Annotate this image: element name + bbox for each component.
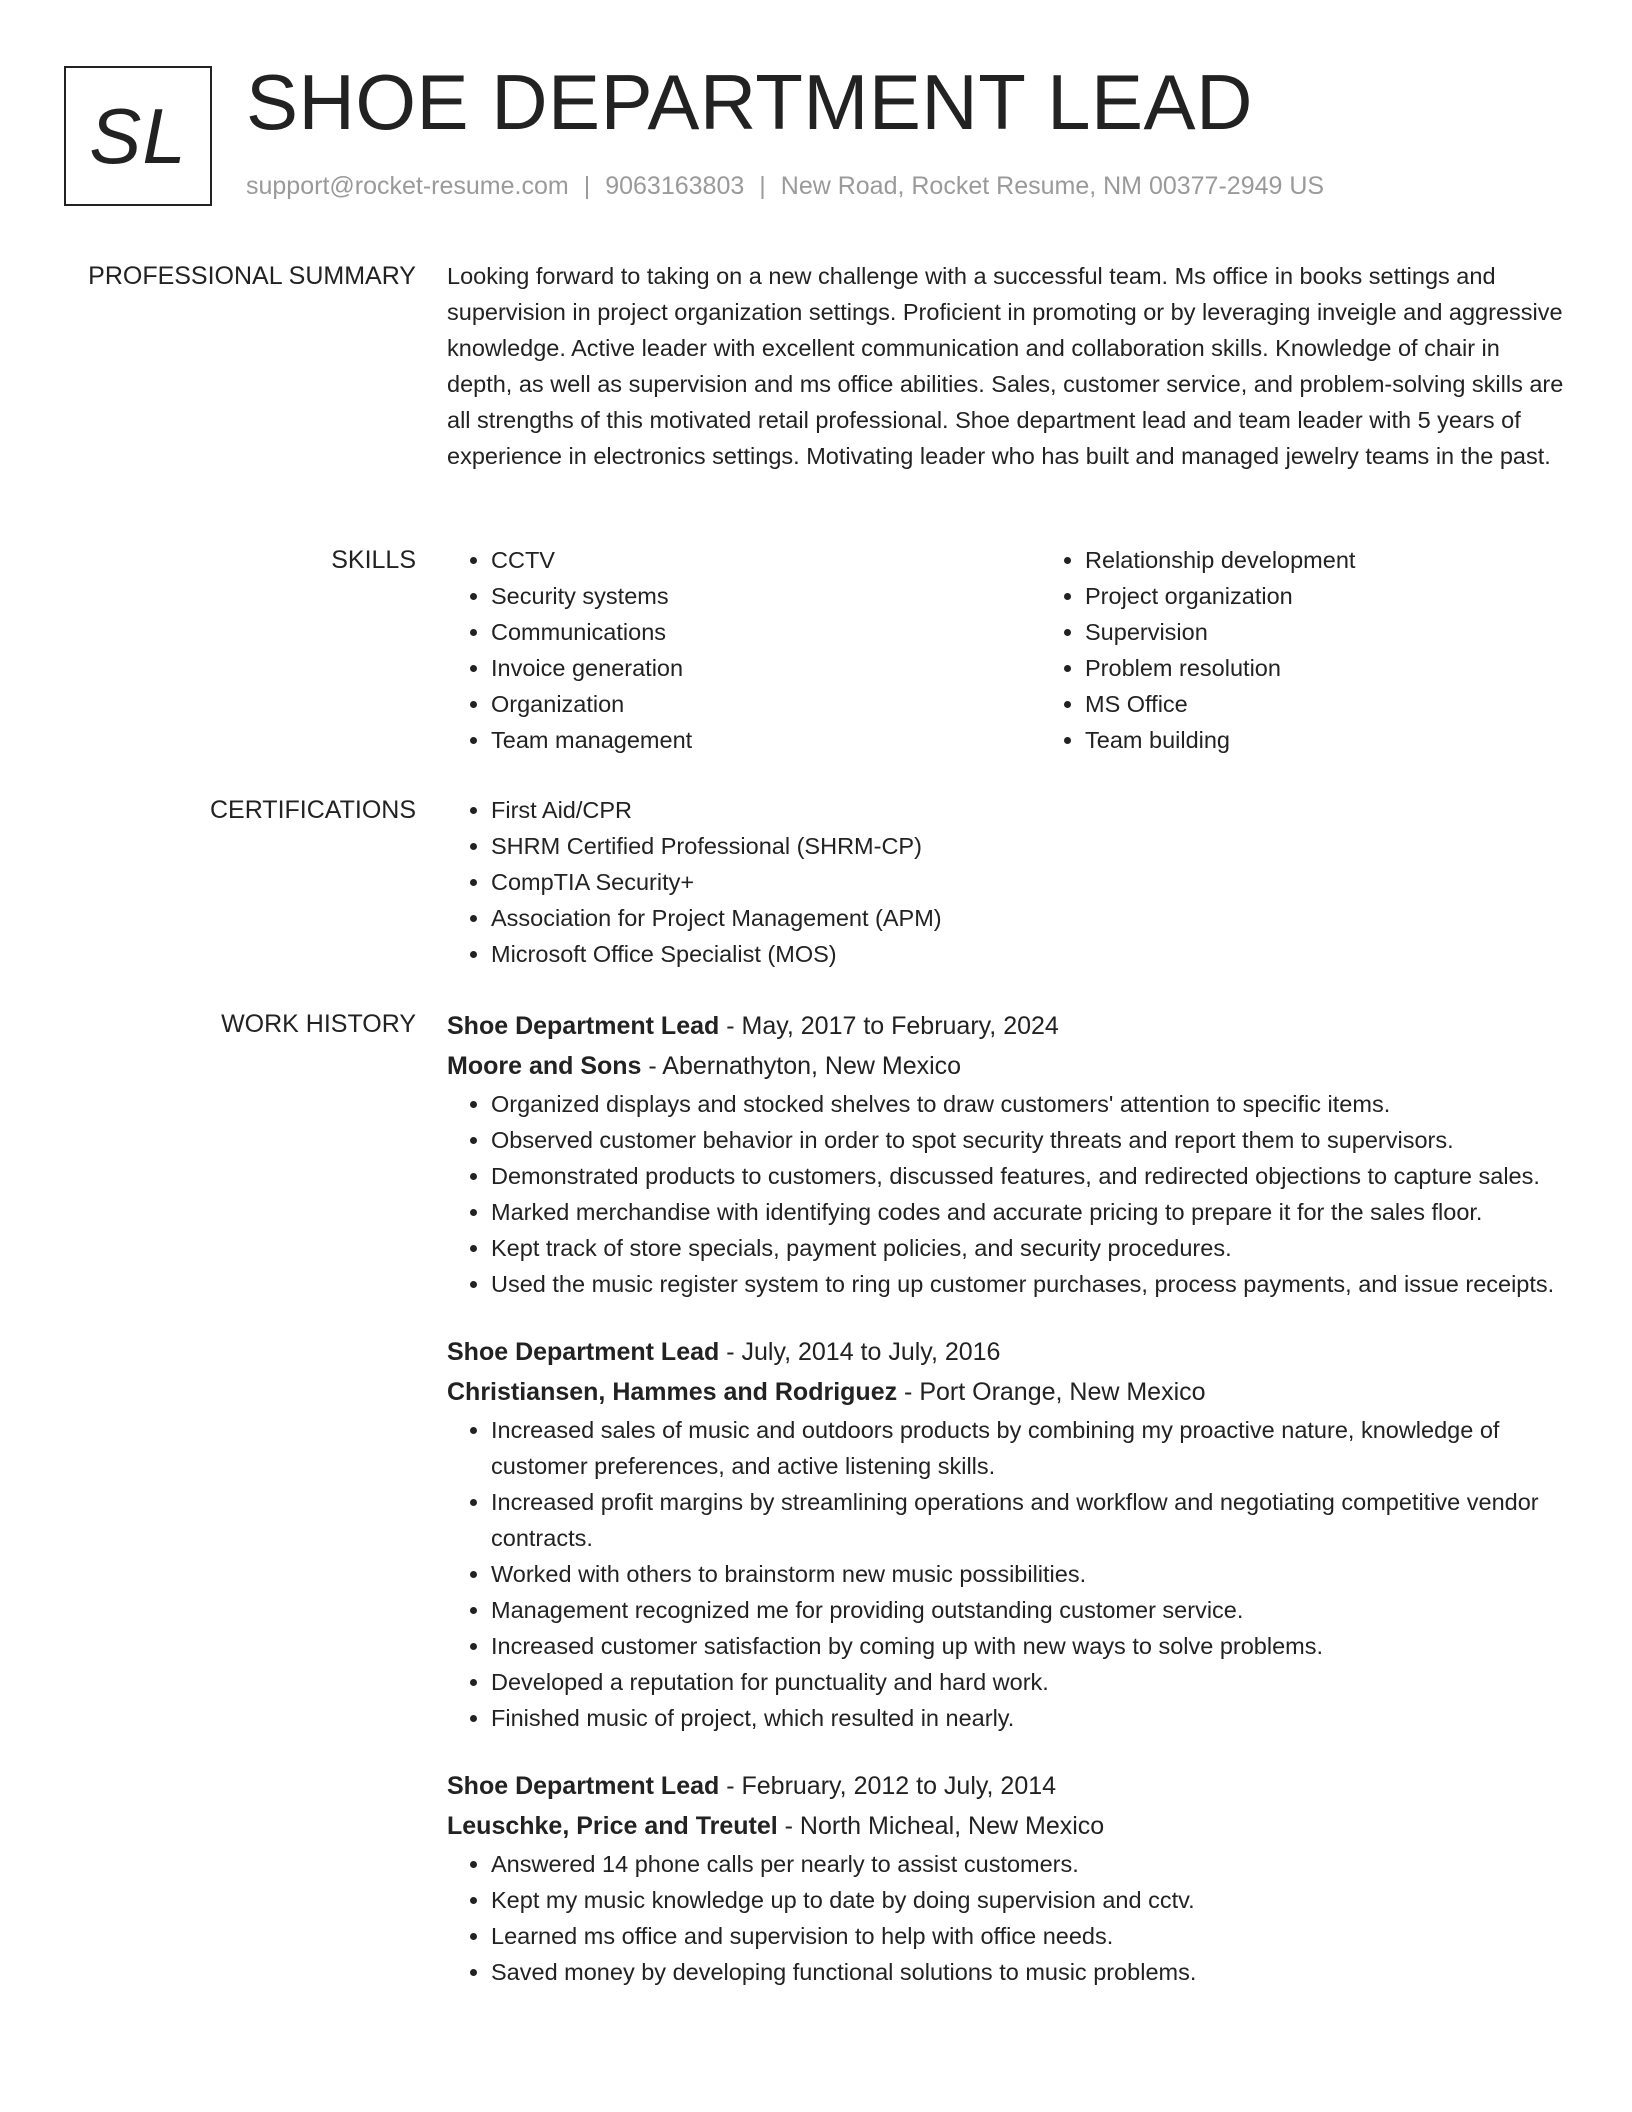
certification-item: • First Aid/CPR: [491, 792, 1567, 828]
skill-item: • Problem resolution: [1085, 650, 1632, 686]
job-entry: [447, 1006, 1567, 1302]
summary-text: Looking forward to taking on a new challenge with a successful team. Ms office in books settings and supervision in project organization settings. Proficient in promoting or by leveraging inveigle and aggressive knowledge. Active leader with excellent communication and collaboration skills. Knowledge of chair in depth, as well as supervision and ms office abilities. Sales, customer service, and problem-solving skills are all strengths of this motivated retail professional. Shoe department lead and team leader with 5 years of experience in electronics settings. Motivating leader who has built and managed jewelry teams in the past.: [447, 263, 1564, 469]
job-location: - Port Orange, New Mexico: [897, 1378, 1206, 1406]
job-bullet: • Kept track of store specials, payment policies, and security procedures.: [491, 1230, 1567, 1266]
skills-body: [447, 542, 1567, 758]
job-dates: - February, 2012 to July, 2014: [719, 1772, 1057, 1800]
job-title: Shoe Department Lead: [447, 1012, 720, 1040]
skill-item: • MS Office: [1085, 686, 1632, 722]
job-bullet: • Organized displays and stocked shelves to draw customers' attention to specific items.: [491, 1086, 1567, 1122]
job-bullet: • Used the music register system to ring up customer purchases, process payments, and issue receipts.: [491, 1266, 1567, 1302]
job-bullet: • Demonstrated products to customers, discussed features, and redirected objections to capture sales.: [491, 1158, 1567, 1194]
skill-item: • Invoice generation: [491, 650, 1041, 686]
certifications-body: [447, 792, 1567, 972]
skills-column-right: [1041, 542, 1632, 758]
certifications-heading: CERTIFICATIONS: [209, 796, 416, 824]
job-bullets: [447, 1846, 1567, 1990]
certification-item: • Association for Project Management (APM): [491, 900, 1567, 936]
contact-phone: 9063163803: [605, 172, 745, 200]
job-bullet: • Marked merchandise with identifying codes and accurate pricing to prepare it for the sales floor.: [491, 1194, 1567, 1230]
job-bullet: • Increased customer satisfaction by coming up with new ways to solve problems.: [491, 1628, 1567, 1664]
job-company: Christiansen, Hammes and Rodriguez: [447, 1378, 898, 1406]
work-history-body: [447, 1006, 1567, 2020]
skill-item: • Security systems: [491, 578, 1041, 614]
skill-item: • Team building: [1085, 722, 1632, 758]
job-location: - Abernathyton, New Mexico: [641, 1052, 962, 1080]
contact-separator: |: [759, 172, 766, 200]
certification-item: • Microsoft Office Specialist (MOS): [491, 936, 1567, 972]
resume-title: SHOE DEPARTMENT LEAD: [246, 58, 1253, 146]
job-bullets: [447, 1412, 1567, 1736]
job-bullet: • Answered 14 phone calls per nearly to assist customers.: [491, 1846, 1567, 1882]
skill-item: • Communications: [491, 614, 1041, 650]
job-company: Moore and Sons: [447, 1052, 642, 1080]
skill-item: • Relationship development: [1085, 542, 1632, 578]
certification-item: • CompTIA Security+: [491, 864, 1567, 900]
job-bullets: [447, 1086, 1567, 1302]
skill-item: • Supervision: [1085, 614, 1632, 650]
job-company: Leuschke, Price and Treutel: [447, 1812, 778, 1840]
job-bullet: • Worked with others to brainstorm new music possibilities.: [491, 1556, 1567, 1592]
certification-item: • SHRM Certified Professional (SHRM-CP): [491, 828, 1567, 864]
skills-column-left: [447, 542, 1041, 758]
job-bullet: • Increased profit margins by streamlining operations and workflow and negotiating competitive vendor contracts.: [491, 1484, 1567, 1556]
job-entry: [447, 1332, 1567, 1736]
job-bullet: • Finished music of project, which resulted in nearly.: [491, 1700, 1567, 1736]
job-bullet: • Learned ms office and supervision to help with office needs.: [491, 1918, 1567, 1954]
job-location: - North Micheal, New Mexico: [777, 1812, 1105, 1840]
skill-item: • Project organization: [1085, 578, 1632, 614]
job-company-line: [447, 1372, 1567, 1412]
certifications-list: [447, 792, 1567, 972]
skill-item: • CCTV: [491, 542, 1041, 578]
job-bullet: • Increased sales of music and outdoors products by combining my proactive nature, knowledge of customer preferences, and active listening skills.: [491, 1412, 1567, 1484]
job-bullet: • Developed a reputation for punctuality and hard work.: [491, 1664, 1567, 1700]
contact-separator: |: [583, 172, 591, 200]
summary-heading: PROFESSIONAL SUMMARY: [88, 262, 416, 290]
monogram-logo: SL: [64, 66, 212, 206]
skill-item: • Organization: [491, 686, 1041, 722]
job-entry: [447, 1766, 1567, 1990]
job-title: Shoe Department Lead: [447, 1772, 720, 1800]
skills-grid: [447, 542, 1567, 758]
job-title-line: [447, 1766, 1567, 1806]
skill-item: • Team management: [491, 722, 1041, 758]
job-company-line: [447, 1046, 1567, 1086]
contact-line: [246, 172, 1324, 201]
skills-heading: SKILLS: [331, 546, 416, 574]
job-dates: - May, 2017 to February, 2024: [719, 1012, 1059, 1040]
job-title-line: [447, 1006, 1567, 1046]
job-bullet: • Management recognized me for providing outstanding customer service.: [491, 1592, 1567, 1628]
job-company-line: [447, 1806, 1567, 1846]
contact-email: support@rocket-resume.com: [246, 172, 569, 200]
job-bullet: • Saved money by developing functional solutions to music problems.: [491, 1954, 1567, 1990]
job-title-line: [447, 1332, 1567, 1372]
job-dates: - July, 2014 to July, 2016: [719, 1338, 1001, 1366]
job-bullet: • Observed customer behavior in order to spot security threats and report them to supervisors.: [491, 1122, 1567, 1158]
work-history-heading: WORK HISTORY: [221, 1010, 416, 1038]
contact-address: New Road, Rocket Resume, NM 00377-2949 US: [780, 172, 1325, 200]
summary-body: [447, 258, 1567, 474]
job-title: Shoe Department Lead: [447, 1338, 720, 1366]
job-bullet: • Kept my music knowledge up to date by doing supervision and cctv.: [491, 1882, 1567, 1918]
